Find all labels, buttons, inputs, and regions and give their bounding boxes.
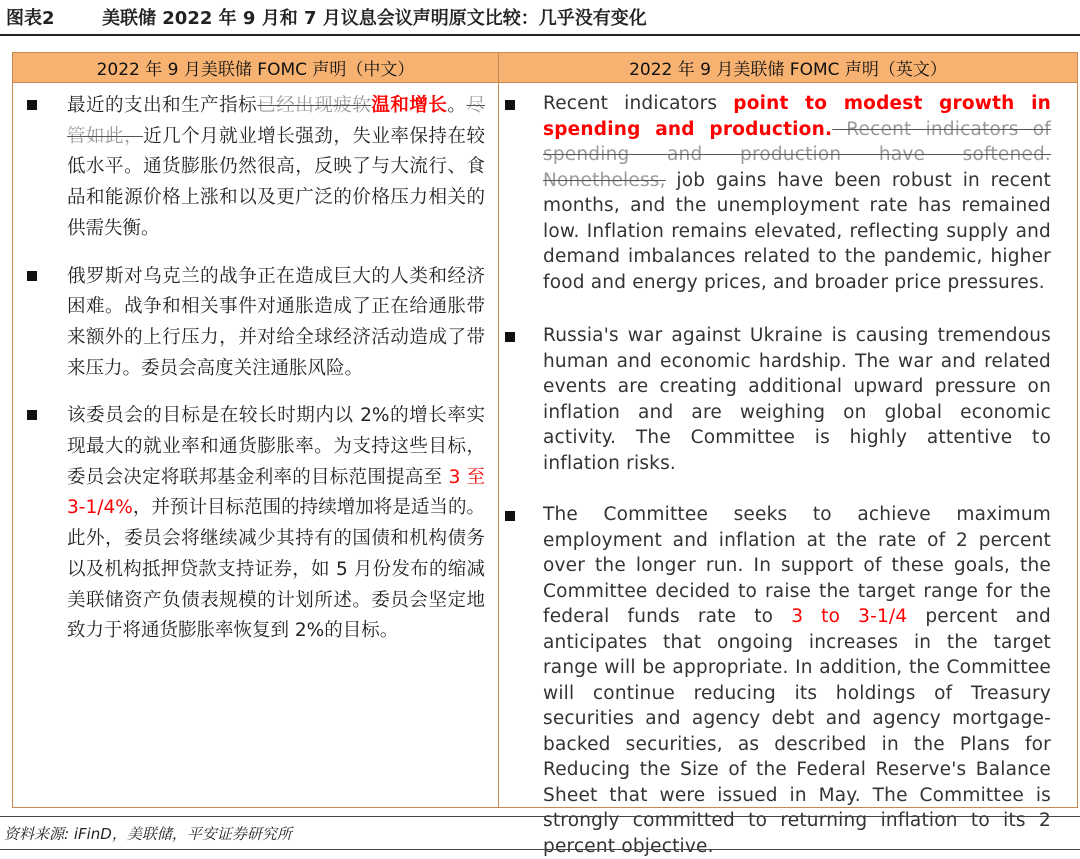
en-p1-added-text: point to modest growth in spending and production. [543,93,1051,140]
figure-title: 美联储 2022 年 9 月和 7 月议息会议声明原文比较：几乎没有变化 [102,8,647,29]
square-bullet-icon [27,271,37,281]
zh-paragraph-2: 俄罗斯对乌克兰的战争正在造成巨大的人类和经济困难。战争和相关事件对通胀造成了正在给通胀带来额外的上行压力，并对给全球经济活动造成了带来压力。委员会高度关注通胀风险。 [67,265,485,379]
square-bullet-icon [27,410,37,420]
list-item [499,323,1077,476]
en-paragraph-1 [543,91,1051,295]
zh-p3-text-c: ，并预计目标范围的持续增加将是适当的。此外，委员会将继续减少其持有的国债和机构债务以及机构抵押贷款支持证券，如 5 月份发布的缩减美联储资产负债表规模的计划所述。委员会坚定地致力于将通货膨胀率恢复到 2%的目标。 [67,497,485,642]
english-column [499,53,1077,857]
english-paragraphs [499,83,1077,859]
en-p1-text-d: job gains have been robust in recent months, and the unemployment rate has remained low. Inflation remains elevated, reflecting supply and demand imbalances related to the pandemic, higher food and energy prices, and broader price pressures. [543,169,1051,293]
en-paragraph-2: Russia's war against Ukraine is causing tremendous human and economic hardship. The war and related events are creating additional upward pressure on inflation and are weighing on global economic activity. The Committee is highly attentive to inflation risks. [543,325,1051,474]
chinese-column [13,53,499,807]
zh-p1-added-text: 温和增长 [371,95,448,116]
zh-p1-deleted-text-2: 尽管如此， [67,95,485,147]
zh-p1-period: 。 [447,95,467,116]
chinese-column-header: 2022 年 9 月美联储 FOMC 声明（中文） [13,53,498,83]
square-bullet-icon [505,511,515,521]
en-paragraph-3 [543,502,1051,859]
list-item [13,262,498,385]
zh-p1-text-f: 近几个月就业增长强劲，失业率保持在较低水平。通货膨胀仍然很高，反映了与大流行、食品和能源价格上涨和以及更广泛的价格压力相关的供需失衡。 [67,125,485,239]
list-item [499,502,1077,859]
chinese-paragraphs [13,83,498,647]
en-p3-text-a: The Committee seeks to achieve maximum employment and inflation at the rate of 2 percent over the longer run. In support of these goals, the Committee decided to raise the target range for the federal funds rate to [543,504,1051,627]
square-bullet-icon [27,100,37,110]
en-p3-text-c: percent and anticipates that ongoing increases in the target range will be appropriate. In addition, the Committee will continue reducing its holdings of Treasury securities and agency debt and agency mortgage-backed securities, as described in the Plans for Reducing the Size of the Federal Reserve's Balance Sheet that were issued in May. The Committee is strongly committed to returning inflation to its 2 percent objective. [543,606,1051,857]
source-footnote: 资料来源: iFinD，美联储，平安证券研究所 [0,816,1080,850]
en-p3-rate-range: 3 to 3-1/4 [791,606,908,627]
en-p1-deleted-text: Recent indicators of spending and production have softened. Nonetheless, [543,118,1051,191]
list-item [499,91,1077,295]
zh-paragraph-1 [67,91,485,245]
zh-p1-text-a: 最近的支出和生产指标 [67,95,258,116]
zh-p1-deleted-text: 已经出现疲软 [257,95,372,116]
zh-p3-rate-range: 3 至 3-1/4% [67,466,485,519]
figure-title-bar [0,0,1080,36]
list-item [13,401,498,647]
english-column-header: 2022 年 9 月美联储 FOMC 声明（英文） [499,53,1077,83]
square-bullet-icon [505,100,515,110]
square-bullet-icon [505,332,515,342]
figure-label: 图表2 [6,8,55,29]
zh-paragraph-3 [67,401,485,647]
zh-p3-text-a: 该委员会的目标是在较长时期内以 2%的增长率实现最大的就业率和通货膨胀率。为支持这些目标，委员会决定将联邦基金利率的目标范围提高至 [67,405,485,488]
en-p1-text-a: Recent indicators [543,93,734,114]
list-item [13,91,498,245]
